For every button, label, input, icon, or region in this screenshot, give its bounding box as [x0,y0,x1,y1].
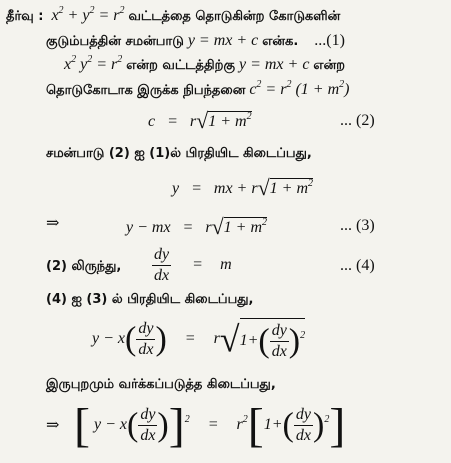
derivative-equation: y − x( $\frac{dy}{dx}$ ) = r√1+( $\frac{dy}{dx}$ )$^2$ [92,319,306,360]
eq3-number: ... (3) [340,217,375,234]
line-1 [6,5,341,24]
line2-text: குடும்பத்தின் சமன்பாடு [46,34,184,49]
line3-text-1: என்ற வட்டத்திற்கு [126,58,235,73]
line6-text: சமன்பாடு (2) ஐ (1)ல் பிரதியிட கிடைப்பது, [46,146,312,161]
eq1-number: ...(1) [314,32,345,49]
squared-equation: [ y − x( $\frac{dy}{dx}$ )]$^2 = r^2[1+$( $\frac{dy}{dx}$ )$^2$] [74,399,346,452]
line10-text: (4) ஐ (3) ல் பிரதியிட கிடைப்பது, [46,292,254,307]
tangency-condition: $c^2 = r^2$ $(1 + m^2)$ [249,79,350,98]
line-2 [46,33,345,49]
line9 [46,258,121,274]
line4-text: தொடுகோடாக இருக்க நிபந்தனை [46,83,246,98]
line2-end-text: என்க. [262,34,299,49]
line-4 [46,79,350,98]
substituted-equation: y = mx + $r√1 + m^2$ [172,175,314,200]
solution-heading: தீர்வு : [6,9,44,24]
implies-symbol: ⇒ [46,215,60,232]
line9-text: (2) லிருந்து, [46,259,122,274]
equation-2: $c = r√1 + m^2$ [148,108,252,133]
line-equation: y = mx + c [187,32,259,49]
equation-3: y − mx = $r√1 + m^2$ [126,214,268,239]
line3-text-2: என்ற [313,58,346,73]
line-3 [64,54,346,73]
equation-4: $\frac{dy}{dx}$ = m [154,246,232,284]
eq2-number: ... (2) [340,112,375,129]
implies-symbol-2: ⇒ [46,417,60,434]
line-equation-2: y = mx + c [238,56,310,73]
eq4-number: ... (4) [340,257,375,274]
line12-text: இருபுறமும் வர்க்கப்படுத்த கிடைப்பது, [46,377,276,392]
circle-equation: $x^2 + y^2 = r^2$ [47,5,125,24]
circle-equation-2: $x^2$ $y^2 = r^2$ [64,54,123,73]
line1-text: வட்டத்தை தொடுகின்ற கோடுகளின் [128,9,341,24]
